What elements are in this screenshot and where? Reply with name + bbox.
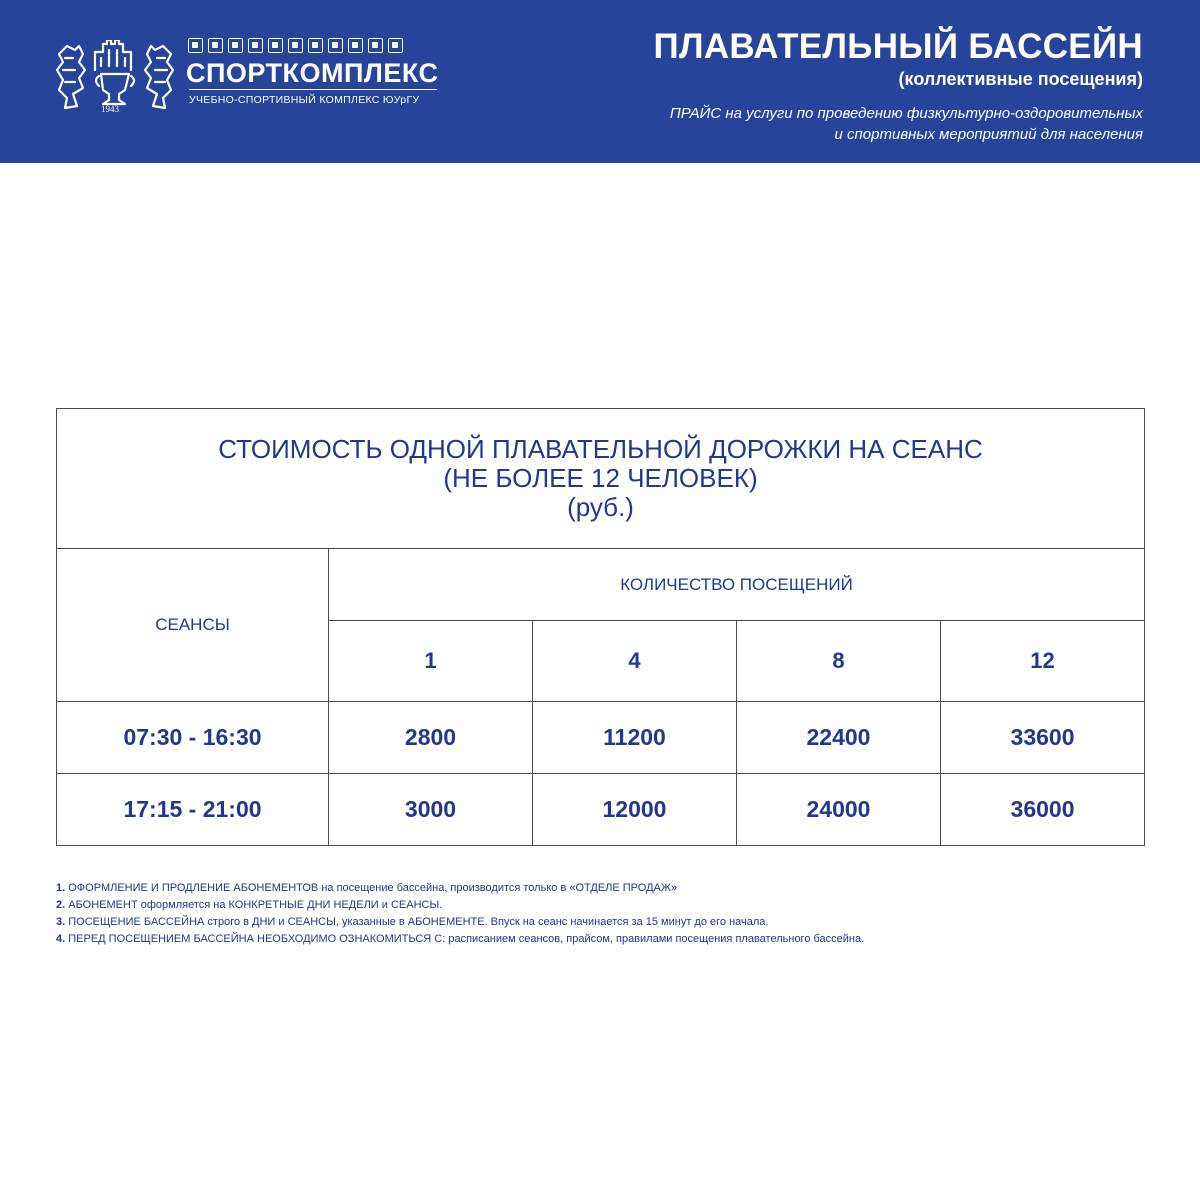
- sport-icon-11: [388, 38, 403, 53]
- sport-icon-4: [248, 38, 263, 53]
- sport-icon-7: [308, 38, 323, 53]
- sport-icon-1: [188, 38, 203, 53]
- note-item: [56, 897, 864, 914]
- price-cell: 36000: [941, 774, 1145, 846]
- brand-divider: [189, 89, 437, 90]
- note-text: ОФОРМЛЕНИЕ И ПРОДЛЕНИЕ АБОНЕМЕНТОВ на посещение бассейна, производится только в «ОТДЕЛЕ ПРОДАЖ»: [68, 882, 678, 894]
- header-band: [0, 0, 1200, 163]
- note-text: ПОСЕЩЕНИЕ БАССЕЙНА строго в ДНИ и СЕАНСЫ, указанные в АБОНЕМЕНТЕ. Впуск на сеанс начинается за 15 минут до его начала.: [68, 916, 769, 928]
- session-time: 07:30 - 16:30: [57, 702, 329, 774]
- price-cell: 33600: [941, 702, 1145, 774]
- note-number: 2.: [56, 899, 66, 911]
- sport-icon-5: [268, 38, 283, 53]
- sport-icon-8: [328, 38, 343, 53]
- page-subtitle: (коллективные посещения): [898, 69, 1143, 89]
- brand-subtitle: УЧЕБНО-СПОРТИВНЫЙ КОМПЛЕКС ЮУрГУ: [189, 94, 420, 106]
- caption-line-1: СТОИМОСТЬ ОДНОЙ ПЛАВАТЕЛЬНОЙ ДОРОЖКИ НА СЕАНС: [218, 434, 983, 464]
- table-row: [57, 702, 1145, 774]
- visit-count-8: 8: [737, 621, 941, 702]
- table-row: [57, 774, 1145, 846]
- sport-icons-row: [188, 38, 403, 53]
- visit-count-1: 1: [329, 621, 533, 702]
- visit-count-4: 4: [533, 621, 737, 702]
- note-number: 3.: [56, 916, 66, 928]
- page-description: [670, 103, 1143, 145]
- sport-icon-10: [368, 38, 383, 53]
- caption-line-3: (руб.): [567, 492, 634, 522]
- visits-header: КОЛИЧЕСТВО ПОСЕЩЕНИЙ: [329, 549, 1145, 621]
- notes-list: [56, 880, 864, 948]
- header-row: [57, 549, 1145, 621]
- price-table: [56, 408, 1145, 846]
- sport-icon-3: [228, 38, 243, 53]
- note-text: ПЕРЕД ПОСЕЩЕНИЕМ БАССЕЙНА НЕОБХОДИМО ОЗНАКОМИТЬСЯ С: расписанием сеансов, прайсом, правилами посещения плавательного бассейна.: [68, 933, 865, 945]
- caption-row: [57, 409, 1145, 549]
- price-cell: 2800: [329, 702, 533, 774]
- sport-icon-9: [348, 38, 363, 53]
- note-item: [56, 880, 864, 897]
- brand-year: 1943: [101, 104, 119, 114]
- sport-icon-2: [208, 38, 223, 53]
- sport-icon-6: [288, 38, 303, 53]
- description-line-1: ПРАЙС на услуги по проведению физкультурно-оздоровительных: [669, 105, 1143, 122]
- price-cell: 12000: [533, 774, 737, 846]
- note-number: 1.: [56, 882, 66, 894]
- brand-name: СПОРТКОМПЛЕКС: [186, 58, 439, 88]
- page-title: ПЛАВАТЕЛЬНЫЙ БАССЕЙН: [653, 27, 1143, 66]
- note-number: 4.: [56, 933, 66, 945]
- price-cell: 11200: [533, 702, 737, 774]
- price-cell: 24000: [737, 774, 941, 846]
- table-caption: [57, 409, 1145, 549]
- visit-count-12: 12: [941, 621, 1145, 702]
- price-cell: 3000: [329, 774, 533, 846]
- price-cell: 22400: [737, 702, 941, 774]
- caption-line-2: (НЕ БОЛЕЕ 12 ЧЕЛОВЕК): [443, 463, 758, 493]
- session-time: 17:15 - 21:00: [57, 774, 329, 846]
- note-item: [56, 914, 864, 931]
- sessions-header: СЕАНСЫ: [57, 549, 329, 702]
- note-text: АБОНЕМЕНТ оформляется на КОНКРЕТНЫЕ ДНИ НЕДЕЛИ и СЕАНСЫ.: [68, 899, 443, 911]
- description-line-2: и спортивных мероприятий для населения: [834, 126, 1143, 143]
- note-item: [56, 931, 864, 948]
